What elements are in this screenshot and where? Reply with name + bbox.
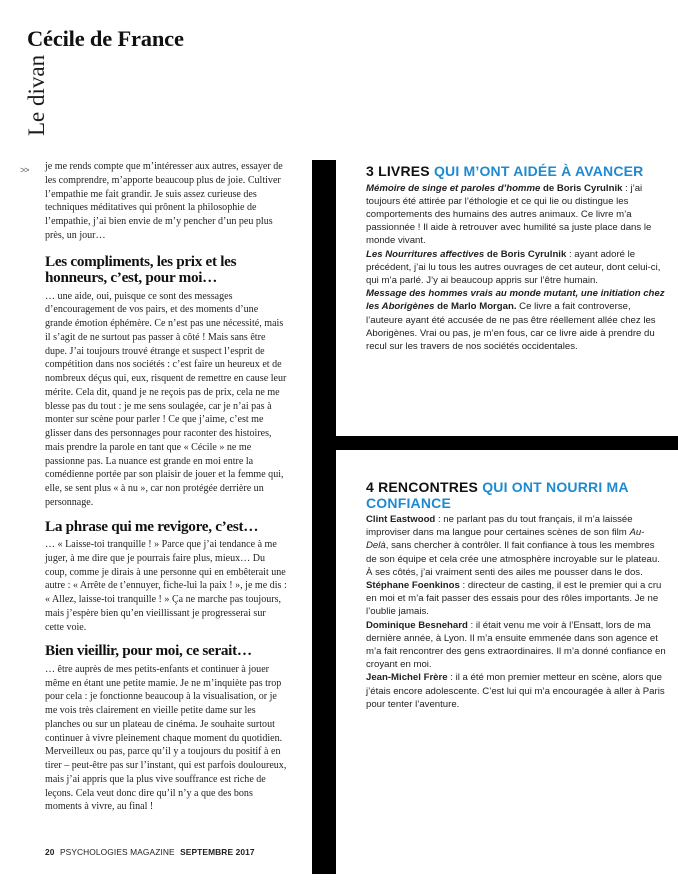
encounters-box-title-count: 4 RENCONTRES [366,479,479,495]
encounters-box-title-rest: QUI ONT NOURRI MA CONFIANCE [366,479,629,511]
encounter-name: Dominique Besnehard [366,619,468,631]
book-title: Mémoire de singe et paroles d’homme [366,182,541,194]
page-footer [45,847,255,857]
encounter-text: : directeur de casting, il est le premier qui a cru en moi et m’a fait passer des essais pour des rôles importants. Je ne l’oublie jamais. [366,580,662,618]
book-author: de Boris Cyrulnik [484,248,567,260]
horizontal-divider-strip [336,436,678,450]
encounter-item [366,671,666,711]
book-comment: : ayant adoré le précédent, j’ai lu tous les autres ouvrages de cet auteur, dont celui-ci, qui m’a parlé. J’y ai beaucoup appris sur l’être humain. [366,248,661,286]
vertical-divider-bar [312,160,336,874]
section-heading-compliments: Les compliments, les prix et les honneurs, c’est, pour moi… [45,252,237,286]
page-title: Cécile de France [27,26,184,51]
book-comment: : j’ai toujours été attirée par l’éthologie et ce qui lie ou distingue les comportements des humains des autres animaux. Ce livre m’a passionnée ! Il aide à retrouver avec humilité sa juste place dans le monde vivant. [366,182,652,247]
section-text-vieillir: … être auprès de mes petits-enfants et continuer à jouer même en étant une petite mamie. Je ne m’inquiète pas trop pour cela : je fonctionne beaucoup à la visualisation, or je me vois très clairement en vieille petite dame sur les planches ou sur un plateau de cinéma. Je souhaite surtout continuer à vivre pleinement chaque moment du quotidien. Merveilleux ou pas, parce qu’il y a toujours du positif à en tirer – peut-être pas sur l’instant, qui est parfois douloureux, mais j’ai appris que la plus vive souffrance est riche de leçons. Cela veut donc dire qu’il n’y a que des bons moments à vivre, au final ! [45,663,287,813]
encounter-text: : ne parlant pas du tout français, il m’a laissée improviser dans ma langue pour certaines scènes de son film [366,514,633,539]
encounter-name: Jean-Michel Frère [366,672,448,684]
book-author: de Marlo Morgan. [434,301,517,313]
books-box-title [366,164,666,180]
encounter-text: : il a été mon premier metteur en scène, alors que j’étais encore adolescente. C’est lui qui m’a encouragée à aller à Paris pour tenter l’aventure. [366,672,665,710]
book-item [366,287,666,353]
encounter-item [366,513,666,579]
section-heading-vieillir: Bien vieillir, pour moi, ce serait… [45,642,252,660]
book-author: de Boris Cyrulnik [540,182,623,194]
encounter-item [366,579,666,619]
books-box-title-rest: QUI M’ONT AIDÉE À AVANCER [433,163,644,179]
encounters-box-title [366,480,666,511]
book-item [366,248,666,288]
encounter-item [366,619,666,672]
book-title: Message des hommes vrais au monde mutant, une initiation chez les Aborigènes [366,288,665,313]
issue-date: SEPTEMBRE 2017 [180,847,255,857]
encounters-box [366,480,666,711]
continuation-arrow-icon: >> [20,165,29,175]
encounter-name: Stéphane Foenkinos [366,580,460,592]
rubric-label: Le divan [24,54,49,136]
section-heading-phrase: La phrase qui me revigore, c’est… [45,517,259,535]
magazine-name: PSYCHOLOGIES MAGAZINE [59,847,175,857]
page-number: 20 [45,847,55,857]
encounter-text: : il était venu me voir à l’Ensatt, lors de ma dernière année, à Lyon. Il m’a ensuite emmenée dans son agence et m’a fait rencontrer des gens extraordinaires. Il m’a donné confiance en croyant en moi. [366,619,666,671]
encounter-text-cont: , sans chercher à contrôler. Il fait confiance à tous les membres de son équipe et cela crée une atmosphère incroyable sur le plateau. À ses côtés, j’ai vraiment senti des ailes me pousser dans le dos. [366,540,660,578]
section-text-phrase: … « Laisse-toi tranquille ! » Parce que j’ai tendance à me juger, à me dire que je pourrais faire plus, mieux… Du coup, comme je dirais à une personne qui en embêterait une autre : « Arrête de t’ennuyer, fiche-lui la paix ! », je me dis : « Allez, laisse-toi tranquille ! » Ça ne marche pas toujours, mais j’espère bien qu’en vieillissant je progresserai sur cette voie. [45,539,287,633]
intro-paragraph: je me rends compte que m’intéresser aux autres, essayer de les comprendre, m’apporte beaucoup plus de joie. Cultiver l’empathie me fait grandir. Je suis assez curieuse des techniques méditatives qui prônent la philosophie de l’empathie, j’ai bien envie de m’y pencher d’un peu plus près, un jour… [45,161,283,241]
film-title: Au-Delà [366,527,645,552]
section-text-compliments: … une aide, oui, puisque ce sont des messages d’encouragement de vos pairs, et des moments d’une grande émotion éphémère. Ce n’est pas une nécessité, mais il s’agit de ne surtout pas passer à côté ! Mais sans être dupe. J’ai toujours trouvé étrange et suspect l’esprit de compétition dans nos sociétés : c’est faire un heureux et de nombreux déçus qui, eux, risquent de remettre en cause leur mérite. Cela dit, quand je ne reçois pas de prix, cela ne me blesse pas du tout : je me sens soulagée, car je n’ai pas à monter sur scène pour parler ! Ce que j’aime, c’est me glisser dans des personnages pour raconter des histoires, mais prendre la parole en tant que « Cécile » ne me passionne pas. La nuance est grande en moi entre la comédienne portée par son plaisir de jouer et la femme qui, elle, se sent plus « à nu », car non protégée derrière un personnage. [45,290,287,508]
books-box [366,164,666,353]
book-title: Les Nourritures affectives [366,248,485,260]
interview-column [45,160,287,814]
books-box-title-count: 3 LIVRES [366,163,430,179]
book-comment: Ce livre a fait controverse, l’auteure ayant été accusée de ne pas être réellement allée chez les Aborigènes. Vrai ou pas, je m’en fous, car ce livre aide à prendre du recul sur les travers de nos sociétés occidentales. [366,301,656,352]
encounter-name: Clint Eastwood [366,514,436,525]
book-item [366,182,666,248]
